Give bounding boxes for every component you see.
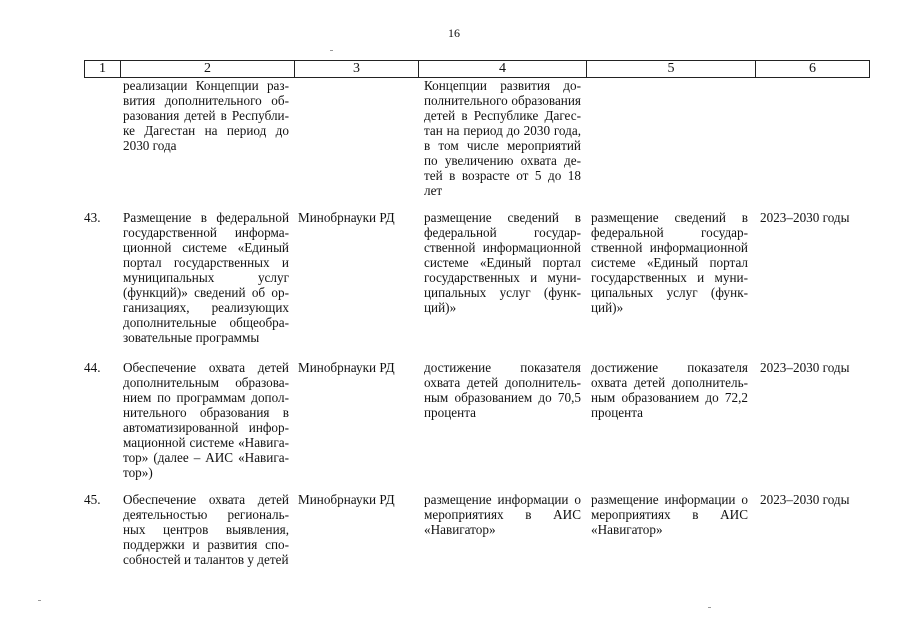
scan-speck: [38, 600, 41, 601]
row-45-result-b: размещение информации о мероприятиях в АИС «Навигатор»: [591, 492, 748, 537]
row-45-responsible: Минобрнауки РД: [298, 492, 395, 507]
row-43-result-b: размещение сведений в федеральной государ-ственной информационной системе «Единый портал государственных и муни-ципальных услуг (функ-ций)»: [591, 210, 748, 315]
row-43-result-a: размещение сведений в федеральной государ-ственной информационной системе «Единый портал государственных и муни-ципальных услуг (функ-ций)»: [424, 210, 581, 315]
row-43-period: 2023–2030 годы: [760, 210, 850, 225]
row-45-number: 45.: [84, 492, 101, 507]
header-col-2: 2: [120, 60, 294, 77]
header-col-3: 3: [294, 60, 418, 77]
row-45-period: 2023–2030 годы: [760, 492, 850, 507]
row-44-period: 2023–2030 годы: [760, 360, 850, 375]
header-col-1: 1: [84, 60, 120, 77]
page-number: 16: [448, 26, 460, 40]
header-col-6: 6: [755, 60, 870, 77]
row-43-measure: Размещение в федеральной государственной информа-ционной системе «Единый портал государственных и муниципальных услуг (функций)» сведений об ор-ганизациях, реализующих дополнительные общеобра-зовательные программы: [123, 210, 289, 345]
table-header-row: [84, 60, 870, 77]
continuation-col4-text: Концепции развития до-полнительного образования детей в Республике Дагес-тан на период до 2030 года, в том числе мероприятий по увеличению охвата де-тей в возрасте от 5 до 18 лет: [424, 78, 581, 198]
row-44-measure: Обеспечение охвата детей дополнительным образова-нием по программам допол-нительного образования в автоматизированной инфор-мационной системе «Навига-тор» (далее – АИС «Навига-тор»): [123, 360, 289, 480]
scan-speck: [330, 50, 333, 51]
row-44-responsible: Минобрнауки РД: [298, 360, 395, 375]
header-col-4: 4: [418, 60, 586, 77]
row-43-responsible: Минобрнауки РД: [298, 210, 395, 225]
row-43-number: 43.: [84, 210, 101, 225]
continuation-col2-text: реализации Концепции раз-вития дополнительного об-разования детей в Республи-ке Дагестан на период до 2030 года: [123, 78, 289, 153]
row-45-measure: Обеспечение охвата детей деятельностью региональ-ных центров выявления, поддержки и развития спо-собностей и талантов у детей: [123, 492, 289, 567]
row-44-result-b: достижение показателя охвата детей дополнитель-ным образованием до 72,2 процента: [591, 360, 748, 420]
row-44-number: 44.: [84, 360, 101, 375]
row-45-result-a: размещение информации о мероприятиях в АИС «Навигатор»: [424, 492, 581, 537]
header-col-5: 5: [586, 60, 755, 77]
row-44-result-a: достижение показателя охвата детей дополнитель-ным образованием до 70,5 процента: [424, 360, 581, 420]
scan-speck: [708, 607, 711, 608]
